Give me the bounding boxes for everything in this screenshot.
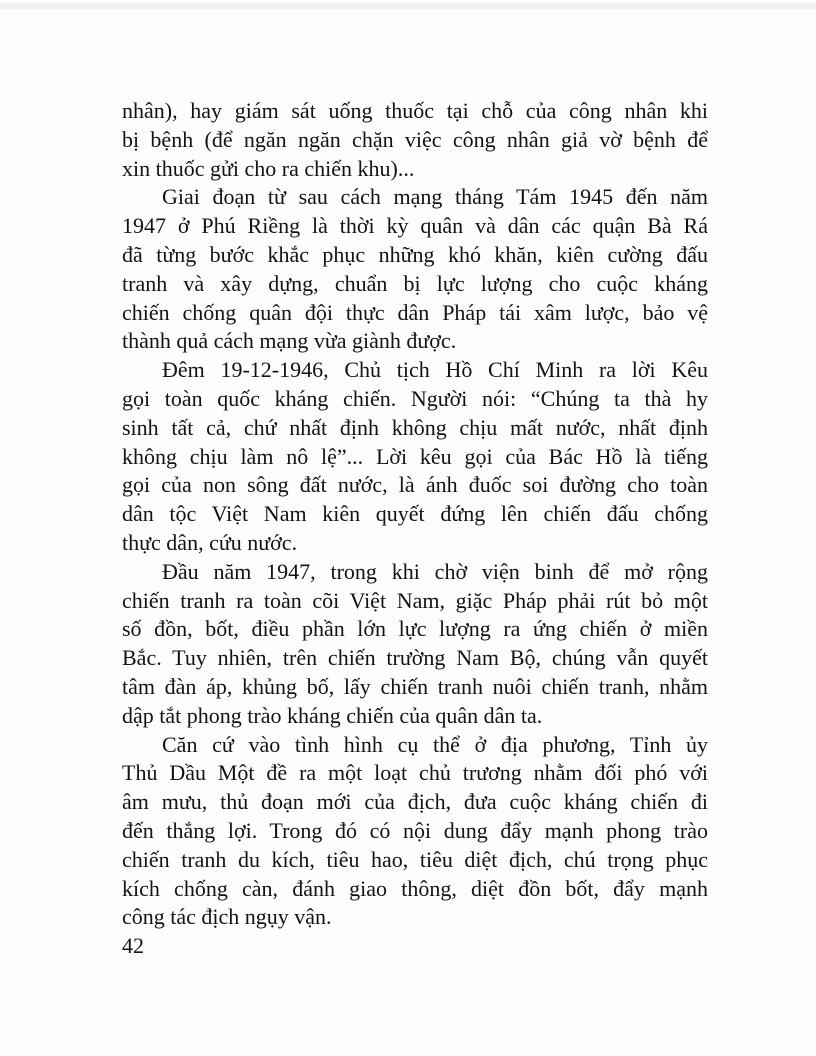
text-line: xin thuốc gửi cho ra chiến khu)... [122, 155, 415, 181]
paragraph [122, 731, 708, 933]
page-number: 42 [122, 933, 144, 958]
text-line: kích chống càn, đánh giao thông, diệt đồn bốt, đẩy mạnh [122, 875, 708, 901]
text-line: Đầu năm 1947, trong khi chờ viện binh để mở rộng [162, 558, 708, 584]
paragraph [122, 97, 708, 183]
text-line: tranh và xây dựng, chuẩn bị lực lượng cho cuộc kháng [122, 270, 708, 296]
text-line: dân tộc Việt Nam kiên quyết đứng lên chiến đấu chống [122, 501, 708, 527]
text-line: Đêm 19-12-1946, Chủ tịch Hồ Chí Minh ra lời Kêu [162, 357, 708, 383]
text-line: Thủ Dầu Một đề ra một loạt chủ trương nhằm đối phó với [122, 760, 708, 786]
paragraph [122, 356, 708, 558]
text-line: chiến tranh du kích, tiêu hao, tiêu diệt địch, chú trọng phục [122, 846, 708, 872]
text-line: dập tắt phong trào kháng chiến của quân dân ta. [122, 702, 543, 728]
text-line: Bắc. Tuy nhiên, trên chiến trường Nam Bộ, chúng vẫn quyết [122, 645, 708, 671]
text-block [122, 97, 708, 932]
text-line: thành quả cách mạng vừa giành được. [122, 328, 457, 354]
text-line: đến thắng lợi. Trong đó có nội dung đẩy mạnh phong trào [122, 817, 708, 843]
text-line: chiến chống quân đội thực dân Pháp tái xâm lược, bảo vệ [122, 299, 708, 325]
paragraph [122, 183, 708, 356]
text-line: công tác địch ngụy vận. [122, 904, 332, 930]
text-line: bị bệnh (để ngăn ngăn chặn việc công nhân giả vờ bệnh để [122, 126, 708, 152]
text-line: chiến tranh ra toàn cõi Việt Nam, giặc Pháp phải rút bỏ một [122, 587, 708, 613]
text-line: tâm đàn áp, khủng bố, lấy chiến tranh nuôi chiến tranh, nhằm [122, 673, 708, 699]
text-line: 1947 ở Phú Riềng là thời kỳ quân và dân các quận Bà Rá [122, 213, 708, 239]
text-line: âm mưu, thủ đoạn mới của địch, đưa cuộc kháng chiến đi [122, 789, 708, 815]
text-line: gọi của non sông đất nước, là ánh đuốc soi đường cho toàn [122, 472, 708, 498]
text-line: thực dân, cứu nước. [122, 529, 298, 555]
text-line: đã từng bước khắc phục những khó khăn, kiên cường đấu [122, 241, 708, 267]
text-line: không chịu làm nô lệ”... Lời kêu gọi của Bác Hồ là tiếng [122, 443, 708, 469]
text-line: Giai đoạn từ sau cách mạng tháng Tám 1945 đến năm [162, 184, 708, 210]
text-line: số đồn, bốt, điều phần lớn lực lượng ra ứng chiến ở miền [122, 616, 708, 642]
text-line: sinh tất cả, chứ nhất định không chịu mất nước, nhất định [122, 414, 708, 440]
text-line: Căn cứ vào tình hình cụ thể ở địa phương, Tỉnh ủy [162, 731, 708, 757]
paragraph [122, 558, 708, 731]
scan-edge-artifact [0, 3, 816, 9]
text-line: gọi toàn quốc kháng chiến. Người nói: “Chúng ta thà hy [122, 385, 708, 411]
text-line: nhân), hay giám sát uống thuốc tại chỗ của công nhân khi [122, 98, 708, 123]
